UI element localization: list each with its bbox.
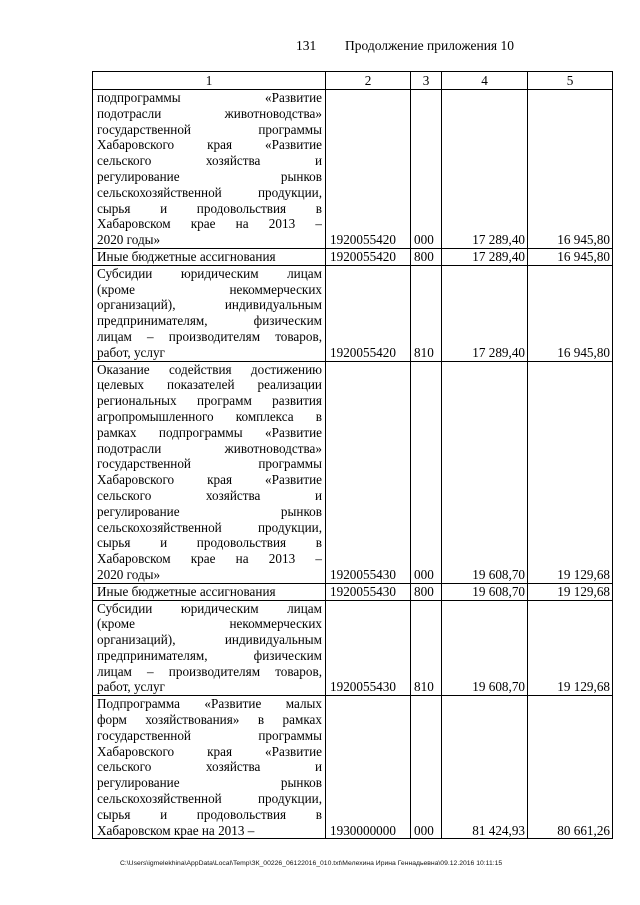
description-line: организаций), индивидуальным: [97, 297, 322, 313]
expense-type-code: 800: [411, 248, 442, 265]
target-article-code: 1920055420: [326, 90, 411, 249]
target-article-code: 1930000000: [326, 696, 411, 839]
description-line: Подпрограмма «Развитие малых: [97, 696, 322, 712]
description-line: агропромышленного комплекса в: [97, 408, 322, 424]
target-article-code: 1920055430: [326, 600, 411, 696]
description-line: государственной программы: [97, 456, 322, 472]
description-line: (кроме некоммерческих: [97, 281, 322, 297]
table-row: [93, 600, 613, 696]
description-line: сельского хозяйства и: [97, 487, 322, 503]
expense-type-code: 000: [411, 696, 442, 839]
description-line: сельскохозяйственной продукции,: [97, 791, 322, 807]
file-path-footer: C:\Users\igmelekhina\AppData\Local\Temp\ЗК_00226_06122016_010.txt\Мелехина Ирина Геннадьевна\09.12.2016 10:11:15: [120, 860, 503, 867]
row-description: [93, 583, 326, 600]
expense-type-code: 000: [411, 361, 442, 583]
table-row: [93, 583, 613, 600]
description-line: Хабаровском крае на 2013 –: [97, 551, 322, 567]
description-line: 2020 годы»: [97, 232, 161, 248]
description-line: сельскохозяйственной продукции,: [97, 184, 322, 200]
description-line: сельскохозяйственной продукции,: [97, 519, 322, 535]
description-line: региональных программ развития: [97, 393, 322, 409]
description-line: Хабаровского края «Развитие: [97, 137, 322, 153]
row-description: [93, 248, 326, 265]
expense-type-code: 800: [411, 583, 442, 600]
table-row: [93, 90, 613, 249]
expense-type-code: 000: [411, 90, 442, 249]
description-line: сырья и продовольствия в: [97, 806, 322, 822]
description-line: Хабаровском крае на 2013 –: [97, 822, 255, 838]
description-line: сельского хозяйства и: [97, 153, 322, 169]
amount-column-4: 19 608,70: [442, 600, 528, 696]
description-line: форм хозяйствования» в рамках: [97, 712, 322, 728]
column-header-2: 2: [326, 72, 411, 90]
row-description: [93, 696, 326, 839]
expense-type-code: 810: [411, 265, 442, 361]
description-line: целевых показателей реализации: [97, 377, 322, 393]
description-line: Иные бюджетные ассигнования: [97, 248, 276, 264]
target-article-code: 1920055420: [326, 265, 411, 361]
description-line: государственной программы: [97, 727, 322, 743]
table-row: [93, 265, 613, 361]
description-line: Оказание содействия достижению: [97, 361, 322, 377]
description-line: Иные бюджетные ассигнования: [97, 583, 276, 599]
amount-column-5: 16 945,80: [528, 265, 613, 361]
amount-column-5: 19 129,68: [528, 361, 613, 583]
amount-column-5: 16 945,80: [528, 90, 613, 249]
description-line: работ, услуг: [97, 344, 165, 360]
expense-type-code: 810: [411, 600, 442, 696]
description-line: государственной программы: [97, 121, 322, 137]
description-line: регулирование рынков: [97, 168, 322, 184]
description-line: сельского хозяйства и: [97, 759, 322, 775]
description-line: регулирование рынков: [97, 775, 322, 791]
description-line: Хабаровского края «Развитие: [97, 743, 322, 759]
description-line: сырья и продовольствия в: [97, 200, 322, 216]
description-line: подотрасли животноводства»: [97, 105, 322, 121]
description-line: лицам – производителям товаров,: [97, 663, 322, 679]
amount-column-4: 19 608,70: [442, 583, 528, 600]
column-header-4: 4: [442, 72, 528, 90]
amount-column-4: 17 289,40: [442, 265, 528, 361]
description-line: 2020 годы»: [97, 566, 161, 582]
description-line: Хабаровского края «Развитие: [97, 472, 322, 488]
row-description: [93, 600, 326, 696]
amount-column-4: 19 608,70: [442, 361, 528, 583]
table-body: [93, 90, 613, 839]
description-line: сырья и продовольствия в: [97, 535, 322, 551]
amount-column-5: 19 129,68: [528, 600, 613, 696]
table-row: [93, 696, 613, 839]
description-line: подотрасли животноводства»: [97, 440, 322, 456]
description-line: лицам – производителям товаров,: [97, 328, 322, 344]
description-line: (кроме некоммерческих: [97, 616, 322, 632]
target-article-code: 1920055430: [326, 583, 411, 600]
table-header-row: [93, 72, 613, 90]
row-description: [93, 265, 326, 361]
page-number: 131: [296, 38, 317, 53]
description-line: работ, услуг: [97, 679, 165, 695]
amount-column-5: 16 945,80: [528, 248, 613, 265]
amount-column-5: 80 661,26: [528, 696, 613, 839]
column-header-3: 3: [411, 72, 442, 90]
row-description: [93, 90, 326, 249]
description-line: рамках подпрограммы «Развитие: [97, 424, 322, 440]
amount-column-4: 17 289,40: [442, 248, 528, 265]
description-line: регулирование рынков: [97, 503, 322, 519]
description-line: Субсидии юридическим лицам: [97, 265, 322, 281]
appendix-continuation-title: Продолжение приложения 10: [345, 38, 515, 53]
column-header-5: 5: [528, 72, 613, 90]
table-row: [93, 248, 613, 265]
row-description: [93, 361, 326, 583]
description-line: Хабаровском крае на 2013 –: [97, 216, 322, 232]
column-header-1: 1: [93, 72, 326, 90]
description-line: предпринимателям, физическим: [97, 647, 322, 663]
description-line: Субсидии юридическим лицам: [97, 600, 322, 616]
target-article-code: 1920055430: [326, 361, 411, 583]
amount-column-4: 17 289,40: [442, 90, 528, 249]
amount-column-5: 19 129,68: [528, 583, 613, 600]
amount-column-4: 81 424,93: [442, 696, 528, 839]
table-row: [93, 361, 613, 583]
description-line: предпринимателям, физическим: [97, 313, 322, 329]
description-line: подпрограммы «Развитие: [97, 90, 322, 105]
description-line: организаций), индивидуальным: [97, 632, 322, 648]
target-article-code: 1920055420: [326, 248, 411, 265]
budget-table: [92, 71, 613, 839]
